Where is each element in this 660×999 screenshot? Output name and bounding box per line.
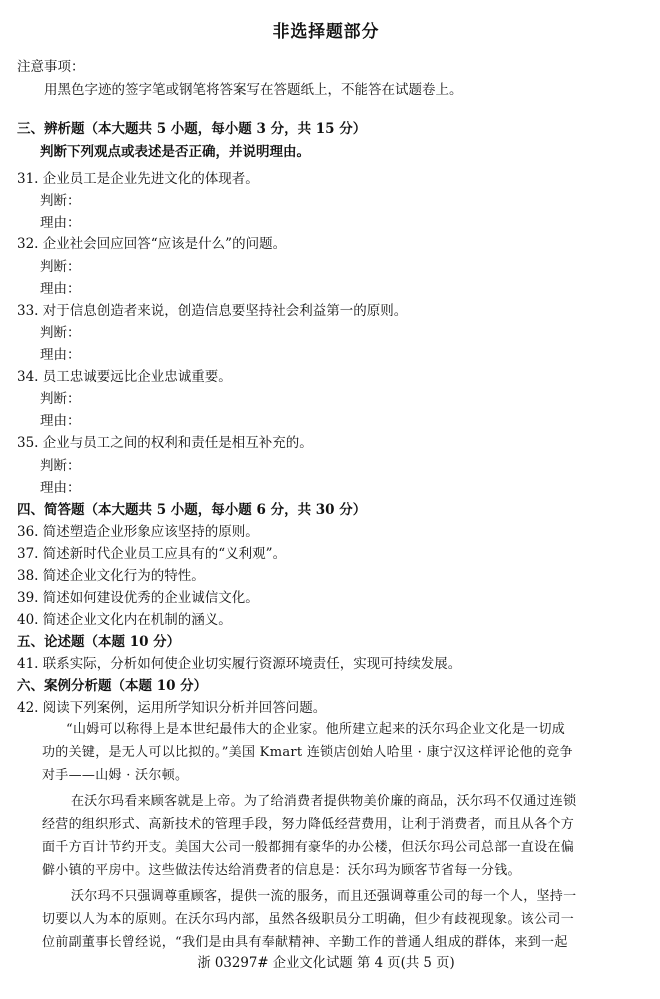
question-35: 35. 企业与员工之间的权利和责任是相互补充的。	[17, 435, 313, 451]
question-31: 31. 企业员工是企业先进文化的体现者。	[17, 171, 259, 187]
page-footer: 浙 03297# 企业文化试题 第 4 页(共 5 页)	[197, 955, 455, 971]
reason-label: 理由：	[40, 413, 81, 429]
judge-label: 判断：	[40, 391, 81, 407]
section3-instruction: 判断下列观点或表述是否正确，并说明理由。	[40, 144, 310, 160]
judge-label: 判断：	[40, 193, 81, 209]
page-title: 非选择题部分	[272, 22, 380, 42]
reason-label: 理由：	[40, 215, 81, 231]
question-41: 41. 联系实际，分析如何使企业切实履行资源环境责任，实现可持续发展。	[17, 656, 462, 672]
notice-text: 用黑色字迹的签字笔或钢笔将答案写在答题纸上，不能答在试题卷上。	[44, 82, 463, 98]
section4-heading: 四、简答题（本大题共 5 小题，每小题 6 分，共 30 分）	[17, 502, 367, 518]
case-line: 位前副董事长曾经说，“我们是由具有奉献精神、辛勤工作的普通人组成的群体，来到一起	[42, 935, 568, 950]
judge-label: 判断：	[40, 325, 81, 341]
reason-label: 理由：	[40, 480, 81, 496]
question-40: 40. 简述企业文化内在机制的涵义。	[17, 612, 232, 628]
case-line: 切要以人为本的原则。在沃尔玛内部，虽然各级职员分工明确，但少有歧视现象。该公司一	[42, 912, 575, 927]
case-line: 面千方百计节约开支。美国大公司一般都拥有豪华的办公楼，但沃尔玛公司总部一直设在偏	[42, 840, 575, 855]
case-line: “山姆可以称得上是本世纪最伟大的企业家。他所建立起来的沃尔玛企业文化是一切成	[66, 722, 566, 737]
question-37: 37. 简述新时代企业员工应具有的“义利观”。	[17, 546, 287, 562]
judge-label: 判断：	[40, 458, 81, 474]
judge-label: 判断：	[40, 259, 81, 275]
section5-heading: 五、论述题（本题 10 分）	[17, 634, 181, 650]
question-33: 33. 对于信息创造者来说，创造信息要坚持社会利益第一的原则。	[17, 303, 408, 319]
case-line: 功的关键，是无人可以比拟的。”美国 Kmart 连锁店创始人哈里 · 康宁汉这样评论他的竞争	[42, 745, 573, 760]
case-line: 经营的组织形式、高新技术的管理手段，努力降低经营费用，让利于消费者，而且从各个方	[42, 817, 575, 832]
reason-label: 理由：	[40, 347, 81, 363]
case-line: 在沃尔玛看来顾客就是上帝。为了给消费者提供物美价廉的商品，沃尔玛不仅通过连锁	[71, 794, 577, 809]
case-line: 沃尔玛不只强调尊重顾客，提供一流的服务，而且还强调尊重公司的每一个人，坚持一	[71, 889, 577, 904]
question-34: 34. 员工忠诚要远比企业忠诚重要。	[17, 369, 232, 385]
section3-heading: 三、辨析题（本大题共 5 小题，每小题 3 分，共 15 分）	[17, 121, 367, 137]
question-39: 39. 简述如何建设优秀的企业诚信文化。	[17, 590, 259, 606]
question-36: 36. 简述塑造企业形象应该坚持的原则。	[17, 524, 259, 540]
case-line: 对手——山姆 · 沃尔顿。	[42, 768, 189, 783]
case-line: 僻小镇的平房中。这些做法传达给消费者的信息是：沃尔玛为顾客节省每一分钱。	[42, 863, 521, 878]
notice-label: 注意事项：	[17, 59, 85, 75]
question-38: 38. 简述企业文化行为的特性。	[17, 568, 205, 584]
section6-heading: 六、案例分析题（本题 10 分）	[17, 678, 208, 694]
question-42: 42. 阅读下列案例，运用所学知识分析并回答问题。	[17, 700, 327, 716]
reason-label: 理由：	[40, 281, 81, 297]
question-32: 32. 企业社会回应回答“应该是什么”的问题。	[17, 236, 287, 252]
